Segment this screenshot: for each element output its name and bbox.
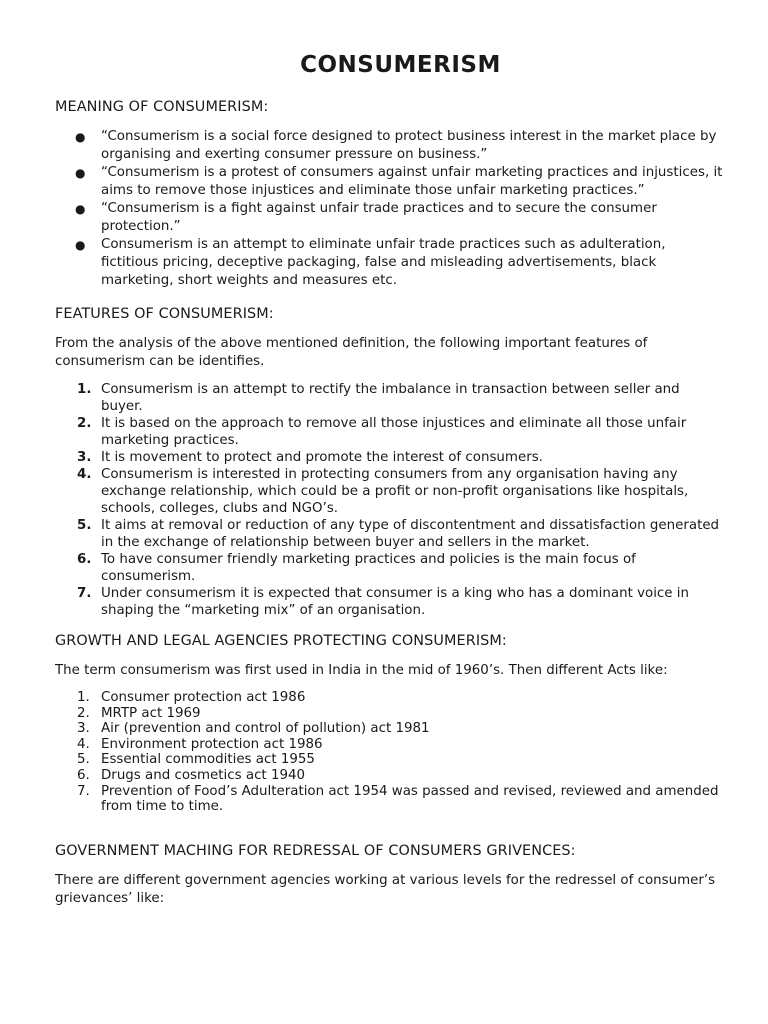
list-item: 1. Consumer protection act 1986 xyxy=(77,690,306,705)
list-item: 2. It is based on the approach to remove all those injustices and eliminate all those unfair marketing practices. xyxy=(77,416,687,448)
list-item: 7. Prevention of Food’s Adulteration act 1954 was passed and revised, reviewed and amended from time to time. xyxy=(77,783,719,815)
section-heading-meaning: MEANING OF CONSUMERISM: xyxy=(55,99,269,115)
list-item: 4. Consumerism is interested in protecting consumers from any organisation having any exchange relationship, which could be a profit or non-profit organisations like hospitals, schools, colleges, clubs and NGO’s. xyxy=(77,467,689,516)
item-number: 3. xyxy=(77,450,92,465)
meaning-list xyxy=(55,128,724,290)
item-number: 4. xyxy=(77,467,92,482)
item-number: 5. xyxy=(77,752,90,768)
government-intro: There are different government agencies working at various levels for the redressel of consumer’s grievances’ like: xyxy=(55,872,716,906)
item-number: 6. xyxy=(77,552,92,567)
list-item: 7. Under consumerism it is expected that consumer is a king who has a dominant voice in shaping the “marketing mix” of an organisation. xyxy=(77,586,689,618)
page-title: CONSUMERISM xyxy=(300,52,501,78)
list-item: 6. Drugs and cosmetics act 1940 xyxy=(77,767,306,783)
list-item: 5. It aims at removal or reduction of any type of discontentment and dissatisfaction generated in the exchange of relationship between buyer and sellers in the market. xyxy=(77,518,720,550)
bullet-icon: ● xyxy=(75,130,86,144)
list-item: 2. MRTP act 1969 xyxy=(77,705,201,721)
list-item: ● “Consumerism is a fight against unfair trade practices and to secure the consumer protection.” xyxy=(75,201,657,234)
list-item: 3. It is movement to protect and promote the interest of consumers. xyxy=(77,450,543,465)
item-number: 7. xyxy=(77,586,92,601)
growth-section xyxy=(55,631,724,815)
list-item: ● “Consumerism is a social force designed to protect business interest in the market place by organising and exerting consumer pressure on business.” xyxy=(75,129,717,162)
item-number: 3. xyxy=(77,721,90,737)
list-item: 1. Consumerism is an attempt to rectify the imbalance in transaction between seller and buyer. xyxy=(77,382,680,414)
list-item: ● Consumerism is an attempt to eliminate unfair trade practices such as adulteration, fictitious pricing, deceptive packaging, false and misleading advertisements, black marketing, short weights and measures etc. xyxy=(75,237,666,288)
growth-intro: The term consumerism was first used in India in the mid of 1960’s. Then different Acts like: xyxy=(55,663,668,678)
item-number: 1. xyxy=(77,382,92,397)
government-section xyxy=(55,841,724,908)
features-intro: From the analysis of the above mentioned definition, the following important features of consumerism can be identifies. xyxy=(55,336,648,369)
item-number: 7. xyxy=(77,783,90,799)
item-number: 2. xyxy=(77,705,90,721)
list-item: 5. Essential commodities act 1955 xyxy=(77,752,315,768)
list-item: 4. Environment protection act 1986 xyxy=(77,736,323,752)
item-number: 6. xyxy=(77,767,90,783)
features-list xyxy=(55,381,724,619)
item-number: 4. xyxy=(77,736,90,752)
item-number: 5. xyxy=(77,518,92,533)
meaning-section xyxy=(55,97,724,290)
list-item: 6. To have consumer friendly marketing practices and policies is the main focus of consumerism. xyxy=(77,552,636,584)
section-heading-government: GOVERNMENT MACHING FOR REDRESSAL OF CONSUMERS GRIVENCES: xyxy=(55,842,576,859)
bullet-icon: ● xyxy=(75,238,86,252)
item-number: 2. xyxy=(77,416,92,431)
list-item: ● “Consumerism is a protest of consumers against unfair marketing practices and injustices, it aims to remove those injustices and eliminate those unfair marketing practices.” xyxy=(75,165,723,198)
acts-list xyxy=(55,690,724,815)
section-heading-features: FEATURES OF CONSUMERISM: xyxy=(55,306,274,322)
bullet-icon: ● xyxy=(75,166,86,180)
bullet-icon: ● xyxy=(75,202,86,216)
features-section xyxy=(55,304,724,619)
list-item: 3. Air (prevention and control of pollution) act 1981 xyxy=(77,721,430,737)
section-heading-growth: GROWTH AND LEGAL AGENCIES PROTECTING CONSUMERISM: xyxy=(55,633,507,649)
item-number: 1. xyxy=(77,690,90,705)
